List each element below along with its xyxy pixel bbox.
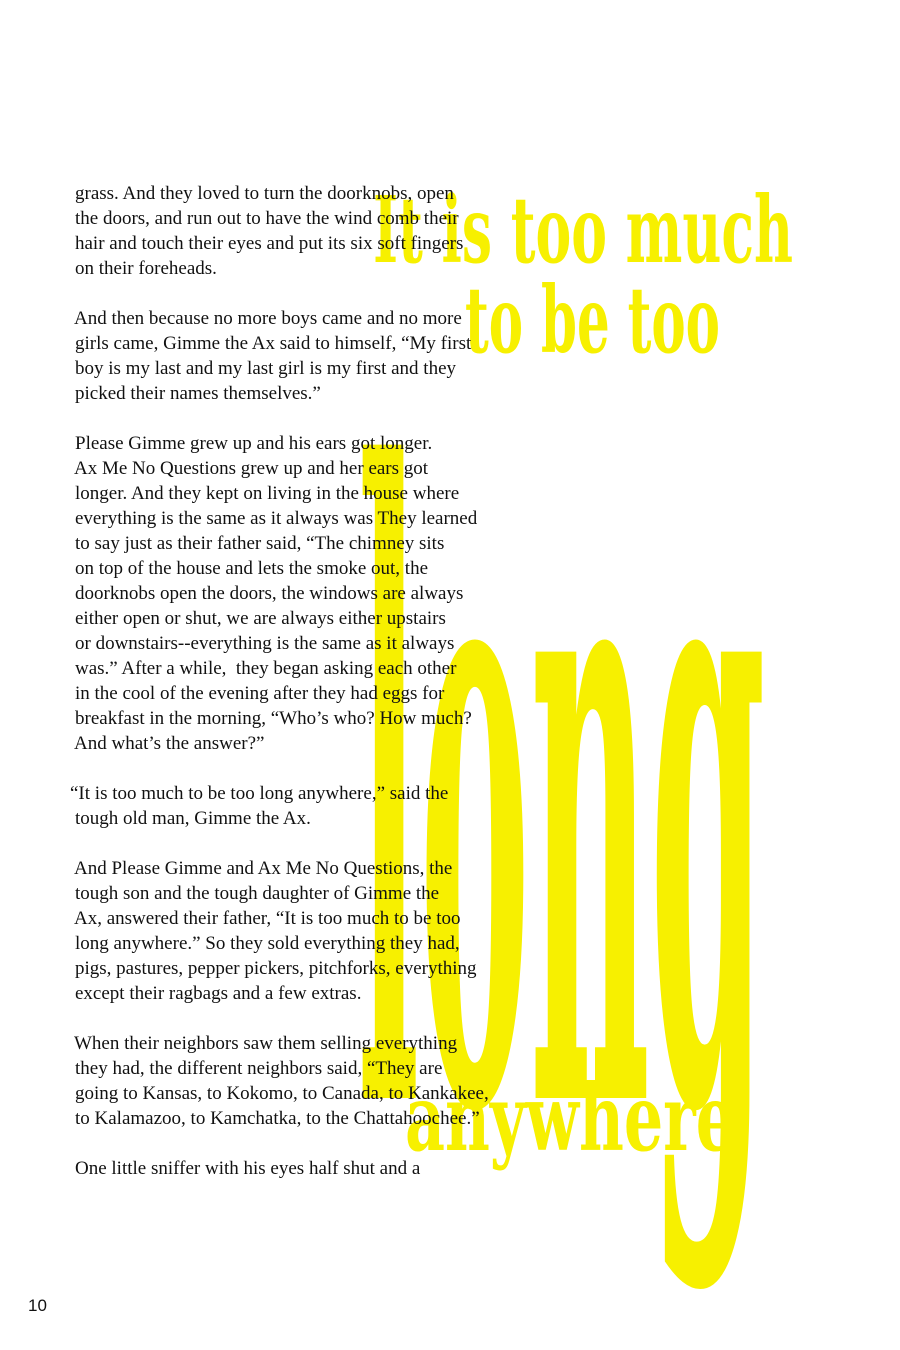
- text-line: except their ragbags and a few extras.: [75, 983, 362, 1004]
- text-line: One little sniffer with his eyes half shut and a: [75, 1158, 421, 1179]
- text-line: long anywhere.” So they sold everything they had,: [75, 933, 460, 954]
- text-line: in the cool of the evening after they had eggs for: [75, 683, 445, 704]
- text-line: boy is my last and my last girl is my first and they: [75, 358, 457, 379]
- text-line: everything is the same as it always was They learned: [75, 508, 478, 529]
- text-line: was.” After a while, they began asking each other: [75, 658, 457, 679]
- paragraph: [0, 431, 560, 756]
- paragraph: [0, 856, 560, 1006]
- text-line: either open or shut, we are always either upstairs: [75, 608, 446, 629]
- text-line: to Kalamazoo, to Kamchatka, to the Chattahoochee.”: [75, 1108, 480, 1129]
- decor-line-1: It is too much: [373, 176, 793, 284]
- decor-line-2: to be too: [465, 266, 720, 374]
- decor-line-4: anywhere: [405, 1064, 735, 1172]
- text-line: or downstairs--everything is the same as it always: [75, 633, 455, 654]
- paragraph: [0, 1156, 560, 1181]
- text-line: tough son and the tough daughter of Gimme the: [75, 883, 440, 904]
- text-line: on top of the house and lets the smoke out, the: [75, 558, 429, 579]
- text-line: breakfast in the morning, “Who’s who? How much?: [75, 708, 472, 729]
- text-line: going to Kansas, to Kokomo, to Canada, to Kankakee,: [75, 1083, 489, 1104]
- text-line: girls came, Gimme the Ax said to himself, “My first: [75, 333, 472, 354]
- page-number: 10: [28, 1296, 47, 1315]
- paragraph: [0, 781, 560, 831]
- text-line: When their neighbors saw them selling everything: [74, 1033, 458, 1054]
- text-line: Ax Me No Questions grew up and her ears got: [74, 458, 429, 479]
- text-line: tough old man, Gimme the Ax.: [75, 808, 311, 829]
- text-line: “It is too much to be too long anywhere,” said the: [70, 783, 449, 804]
- story-text: [0, 181, 560, 1206]
- text-line: they had, the different neighbors said, “They are: [75, 1058, 443, 1079]
- text-line: the doors, and run out to have the wind comb their: [75, 208, 459, 229]
- text-line: picked their names themselves.”: [75, 383, 321, 404]
- paragraph: [0, 1031, 560, 1131]
- text-line: longer. And they kept on living in the house where: [75, 483, 460, 504]
- text-line: And what’s the answer?”: [74, 733, 265, 754]
- text-line: on their foreheads.: [75, 258, 217, 279]
- text-line: Please Gimme grew up and his ears got longer.: [75, 433, 433, 454]
- text-line: hair and touch their eyes and put its six soft fingers: [75, 233, 464, 254]
- paragraph: [0, 181, 560, 281]
- text-line: to say just as their father said, “The chimney sits: [75, 533, 445, 554]
- decor-line-3: long: [357, 292, 766, 1302]
- text-line: Ax, answered their father, “It is too much to be too: [74, 908, 461, 929]
- text-line: pigs, pastures, pepper pickers, pitchforks, everything: [75, 958, 477, 979]
- text-line: And Please Gimme and Ax Me No Questions, the: [74, 858, 453, 879]
- text-line: grass. And they loved to turn the doorknobs, open: [75, 183, 454, 204]
- text-line: And then because no more boys came and no more: [74, 308, 462, 329]
- paragraph: [0, 306, 560, 406]
- text-line: doorknobs open the doors, the windows are always: [75, 583, 464, 604]
